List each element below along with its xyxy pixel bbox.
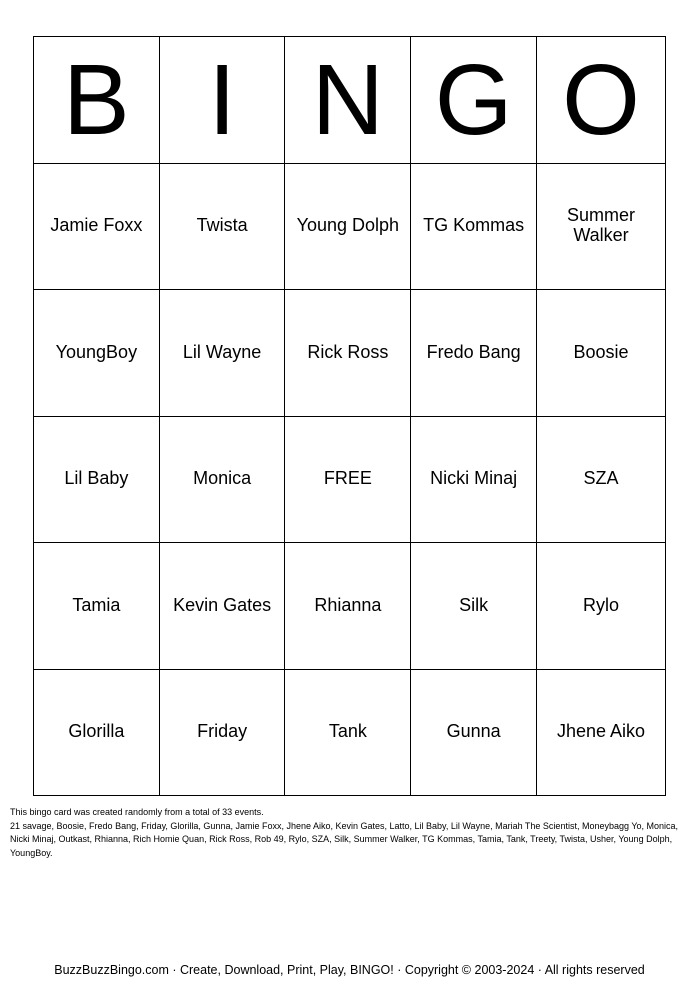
free-square: FREE: [285, 417, 411, 544]
bingo-square: Gunna: [411, 670, 537, 797]
bingo-square: Silk: [411, 543, 537, 670]
bingo-square: Kevin Gates: [160, 543, 286, 670]
bingo-square: Tank: [285, 670, 411, 797]
bingo-square: Boosie: [537, 290, 666, 417]
bingo-square: Rick Ross: [285, 290, 411, 417]
bingo-square: Lil Wayne: [160, 290, 286, 417]
header-letter-n: N: [285, 37, 411, 164]
bingo-square: SZA: [537, 417, 666, 544]
header-letter-o: O: [537, 37, 666, 164]
bingo-square: Friday: [160, 670, 286, 797]
card-summary: This bingo card was created randomly from a total of 33 events.: [10, 807, 264, 817]
footer-copyright: BuzzBuzzBingo.com · Create, Download, Print, Play, BINGO! · Copyright © 2003-2024 · All rights reserved: [54, 963, 645, 977]
bingo-square: Nicki Minaj: [411, 417, 537, 544]
bingo-card: [33, 36, 666, 796]
card-info: [10, 806, 690, 860]
event-list: 21 savage, Boosie, Fredo Bang, Friday, Glorilla, Gunna, Jamie Foxx, Jhene Aiko, Kevin Gates, Latto, Lil Baby, Lil Wayne, Mariah The Scientist, Moneybagg Yo, Monica, Nicki Minaj, Outkast, Rhianna, Rich Homie Quan, Rick Ross, Rob 49, Rylo, SZA, Silk, Summer Walker, TG Kommas, Tamia, Tank, Treety, Twista, Usher, Young Dolph, YoungBoy.: [10, 820, 679, 858]
header-letter-i: I: [160, 37, 286, 164]
bingo-square: Monica: [160, 417, 286, 544]
bingo-square: Jamie Foxx: [34, 164, 160, 291]
bingo-square: Fredo Bang: [411, 290, 537, 417]
bingo-square: Young Dolph: [285, 164, 411, 291]
bingo-square: Summer Walker: [537, 164, 666, 291]
bingo-square: Lil Baby: [34, 417, 160, 544]
bingo-square: YoungBoy: [34, 290, 160, 417]
bingo-square: Tamia: [34, 543, 160, 670]
bingo-square: Rylo: [537, 543, 666, 670]
header-letter-b: B: [34, 37, 160, 164]
bingo-square: Rhianna: [285, 543, 411, 670]
header-letter-g: G: [411, 37, 537, 164]
bingo-square: TG Kommas: [411, 164, 537, 291]
bingo-square: Twista: [160, 164, 286, 291]
bingo-square: Jhene Aiko: [537, 670, 666, 797]
bingo-square: Glorilla: [34, 670, 160, 797]
